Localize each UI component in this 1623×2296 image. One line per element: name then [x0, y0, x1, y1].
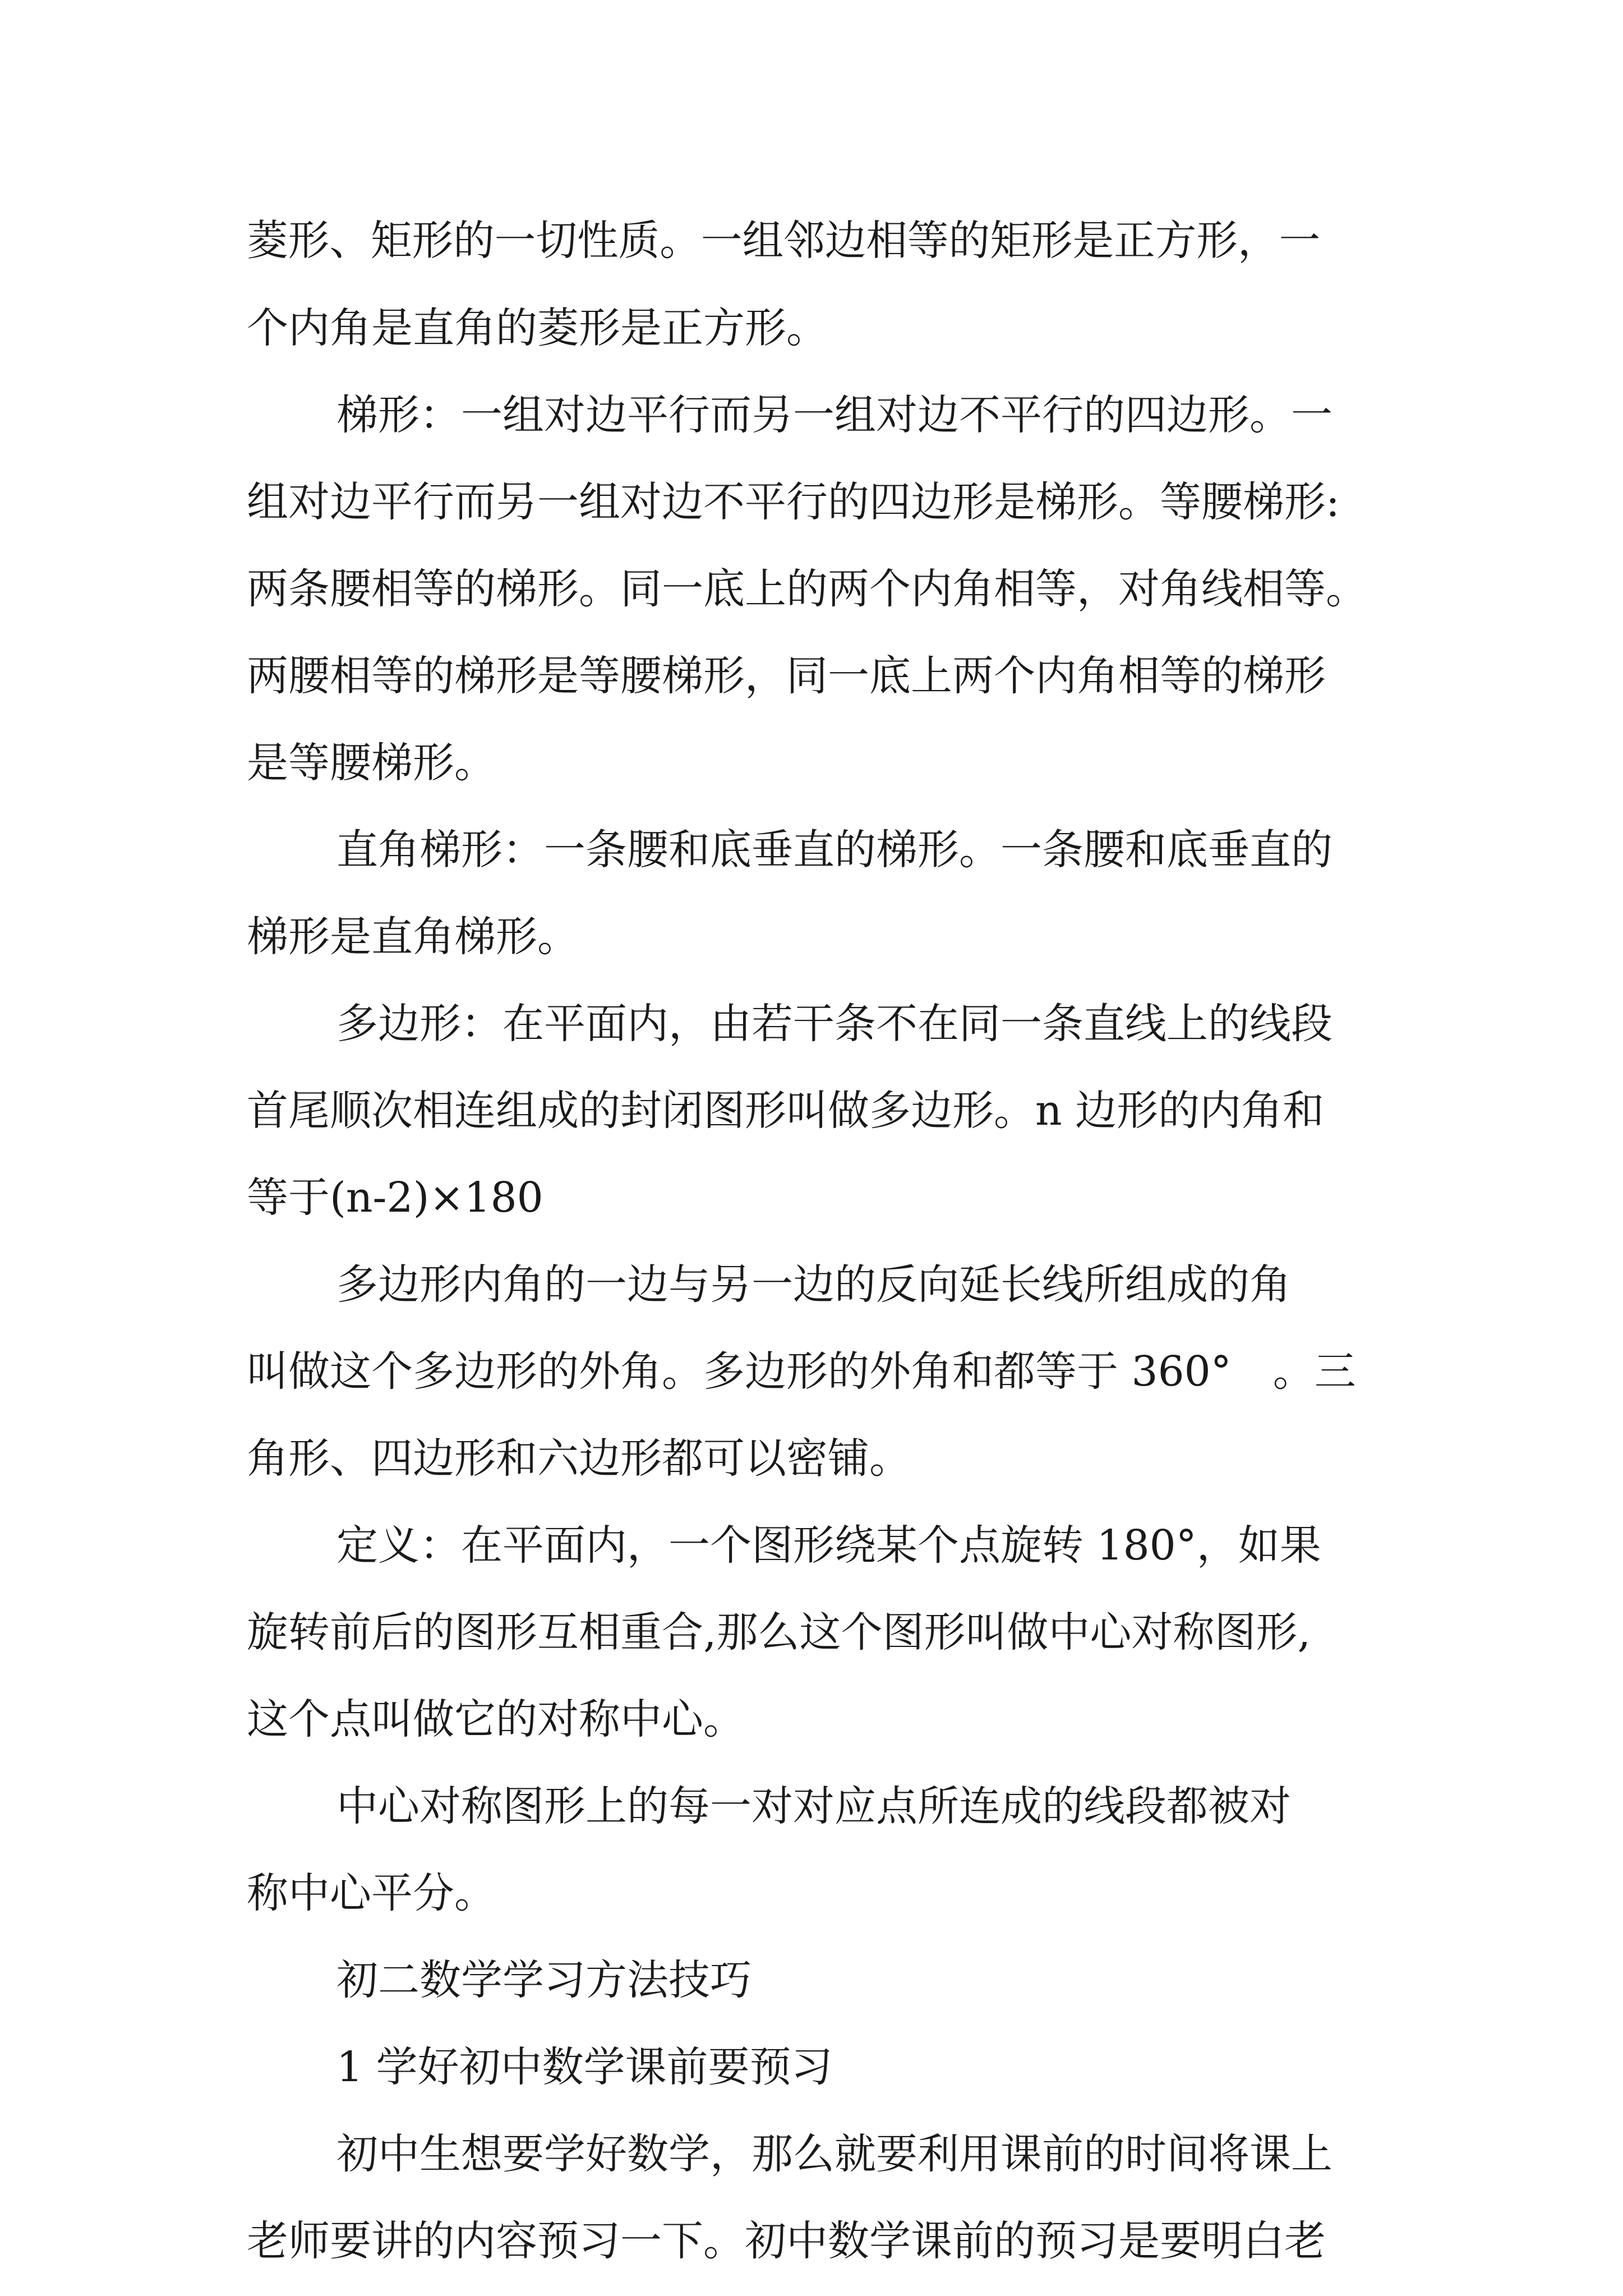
text-line-13: 多边形内角的一边与另一边的反向延长线所组成的角	[336, 1260, 1291, 1309]
text-line-9: 梯形是直角梯形。	[247, 913, 579, 961]
section-heading: 初二数学学习方法技巧	[336, 1956, 751, 2004]
text-line-1: 菱形、矩形的一切性质。一组邻边相等的矩形是正方形，一	[247, 217, 1321, 265]
subsection-heading: 1 学好初中数学课前要预习	[336, 2043, 833, 2091]
text-line-16: 定义：在平面内，一个图形绕某个点旋转 180°，如果	[336, 1521, 1321, 1570]
text-line-4: 组对边平行而另一组对边不平行的四边形是梯形。等腰梯形:	[247, 478, 1340, 526]
text-line-7: 是等腰梯形。	[247, 739, 496, 787]
text-line-19: 中心对称图形上的每一对对应点所连成的线段都被对	[336, 1782, 1291, 1830]
text-line-24: 老师要讲的内容预习一下。初中数学课前的预习是要明白老	[247, 2217, 1326, 2265]
text-line-3: 梯形：一组对边平行而另一组对边不平行的四边形。一	[336, 391, 1332, 439]
text-line-11: 首尾顺次相连组成的封闭图形叫做多边形。n 边形的内角和	[247, 1087, 1325, 1135]
text-line-15: 角形、四边形和六边形都可以密铺。	[247, 1434, 911, 1483]
text-line-2: 个内角是直角的菱形是正方形。	[247, 304, 828, 352]
text-line-5: 两条腰相等的梯形。同一底上的两个内角相等，对角线相等。	[247, 565, 1367, 613]
text-line-20: 称中心平分。	[247, 1869, 496, 1917]
text-line-12: 等于(n-2)×180	[247, 1174, 543, 1222]
text-line-6: 两腰相等的梯形是等腰梯形，同一底上两个内角相等的梯形	[247, 652, 1326, 700]
text-line-10: 多边形：在平面内，由若干条不在同一条直线上的线段	[336, 1000, 1332, 1048]
text-line-18: 这个点叫做它的对称中心。	[247, 1695, 745, 1743]
text-line-8: 直角梯形：一条腰和底垂直的梯形。一条腰和底垂直的	[336, 826, 1332, 874]
text-line-14: 叫做这个多边形的外角。多边形的外角和都等于 360° 。三	[247, 1347, 1356, 1396]
text-line-23: 初中生想要学好数学，那么就要利用课前的时间将课上	[336, 2130, 1332, 2178]
text-line-17: 旋转前后的图形互相重合,那么这个图形叫做中心对称图形,	[247, 1608, 1311, 1657]
